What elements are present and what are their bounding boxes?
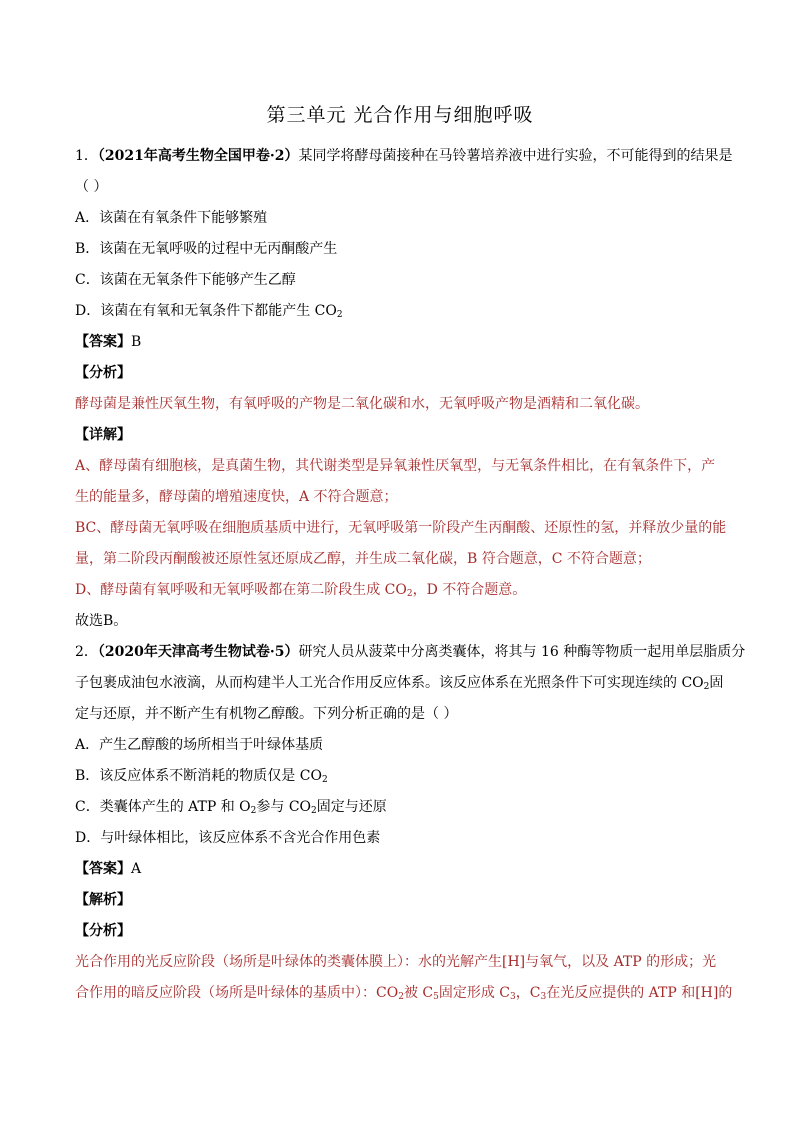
- question-1-stem: [75, 141, 733, 172]
- stem-text: 子包裹成油包水液滴，从而构建半人工光合作用反应体系。该反应体系在光照条件下可实现连续的 CO: [75, 675, 704, 691]
- question-stem-text: 研究人员从菠菜中分离类囊体，将其与 16 种酶等物质一起用单层脂质分: [298, 644, 746, 660]
- detail-a-line-2: 生的能量多，酵母菌的增殖速度快，A 不符合题意；: [75, 489, 398, 505]
- option-b: [75, 761, 725, 792]
- subscript: 3: [510, 992, 516, 1002]
- analysis-line-2: [75, 978, 733, 1009]
- analysis-text: 酵母菌是兼性厌氧生物，有氧呼吸的产物是二氧化碳和水，无氧呼吸产物是酒精和二氧化碳。: [75, 396, 649, 412]
- explain-label: 【解析】: [75, 892, 131, 908]
- answer-value: A: [131, 861, 142, 877]
- answer-label: 【答案】: [75, 861, 131, 877]
- subscript: 2: [703, 682, 710, 692]
- detail-label: 【详解】: [75, 427, 131, 443]
- question-1: [75, 141, 733, 637]
- question-source: （2021年高考生物全国甲卷·2）: [97, 148, 299, 164]
- question-stem-text: 某同学将酵母菌接种在马铃薯培养液中进行实验，不可能得到的结果是: [298, 148, 733, 164]
- answer-blank: （ ）: [75, 179, 108, 195]
- option-c-text: C．类囊体产生的 ATP 和 O: [75, 799, 251, 815]
- option-a: A．该菌在有氧条件下能够繁殖: [75, 210, 268, 226]
- option-c-text: 参与 CO: [256, 799, 312, 815]
- analysis-text: 固定形成 C: [438, 985, 511, 1001]
- conclusion: 故选B。: [75, 613, 128, 629]
- subscript: 3: [540, 992, 547, 1002]
- option-b: B．该菌在无氧呼吸的过程中无丙酮酸产生: [75, 241, 338, 257]
- question-number: 1．: [75, 148, 98, 164]
- document-page: [75, 100, 746, 1009]
- stem-text-end: 固: [709, 675, 724, 691]
- analysis-text: 在光反应提供的 ATP 和[H]的: [546, 985, 733, 1001]
- analysis-label: 【分析】: [75, 923, 131, 939]
- analysis-line-1: 光合作用的光反应阶段（场所是叶绿体的类囊体膜上）：水的光解产生[H]与氧气，以及 ATP 的形成；光: [75, 954, 717, 970]
- question-2: [75, 637, 746, 1009]
- detail-a-line-1: A、酵母菌有细胞核，是真菌生物，其代谢类型是异氧兼性厌氧型，与无氧条件相比，在有氧条件下，产: [75, 458, 716, 474]
- analysis-text: 被 C: [403, 985, 434, 1001]
- analysis-label: 【分析】: [75, 365, 131, 381]
- option-a: A．产生乙醇酸的场所相当于叶绿体基质: [75, 737, 324, 753]
- question-2-stem-line-2: [75, 668, 725, 699]
- question-number: 2．: [75, 644, 98, 660]
- question-2-stem-line-3: 定与还原，并不断产生有机物乙醇酸。下列分析正确的是（ ）: [75, 706, 458, 722]
- subscript: 2: [336, 310, 343, 320]
- subscript: 2: [311, 806, 317, 816]
- answer-label: 【答案】: [75, 334, 131, 350]
- subscript: 2: [250, 806, 257, 816]
- subscript: 2: [321, 775, 328, 785]
- option-b-text: B．该反应体系不断消耗的物质仅是 CO: [75, 768, 322, 784]
- question-source: （2020年天津高考生物试卷·5）: [97, 644, 299, 660]
- option-d: D．与叶绿体相比，该反应体系不含光合作用色素: [75, 830, 381, 846]
- option-c: [75, 792, 725, 823]
- answer-line: [75, 327, 725, 358]
- answer-line: [75, 854, 725, 885]
- detail-d-text-end: ，D 不符合题意。: [412, 582, 527, 598]
- analysis-text: ，C: [515, 985, 541, 1001]
- detail-d-text: D、酵母菌有氧呼吸和无氧呼吸都在第二阶段生成 CO: [75, 582, 407, 598]
- subscript: 5: [433, 992, 439, 1002]
- option-d-text: D．该菌在有氧和无氧条件下都能产生 CO: [75, 303, 337, 319]
- analysis-text: 合作用的暗反应阶段（场所是叶绿体的基质中）：CO: [75, 985, 399, 1001]
- question-2-stem-line-1: [75, 637, 746, 668]
- detail-bc-line-2: 量，第二阶段丙酮酸被还原性氢还原成乙醇，并生成二氧化碳，B 符合题意，C 不符合题意；: [75, 551, 651, 567]
- option-c: C．该菌在无氧条件下能够产生乙醇: [75, 272, 296, 288]
- answer-value: B: [131, 334, 142, 350]
- subscript: 2: [406, 589, 413, 599]
- detail-d-line: [75, 575, 725, 606]
- page-title: 第三单元 光合作用与细胞呼吸: [266, 104, 534, 126]
- detail-bc-line-1: BC、酵母菌无氧呼吸在细胞质基质中进行，无氧呼吸第一阶段产生丙酮酸、还原性的氢，并释放少量的能: [75, 520, 727, 536]
- option-c-text: 固定与还原: [316, 799, 387, 815]
- option-d: [75, 296, 725, 327]
- subscript: 2: [398, 992, 404, 1002]
